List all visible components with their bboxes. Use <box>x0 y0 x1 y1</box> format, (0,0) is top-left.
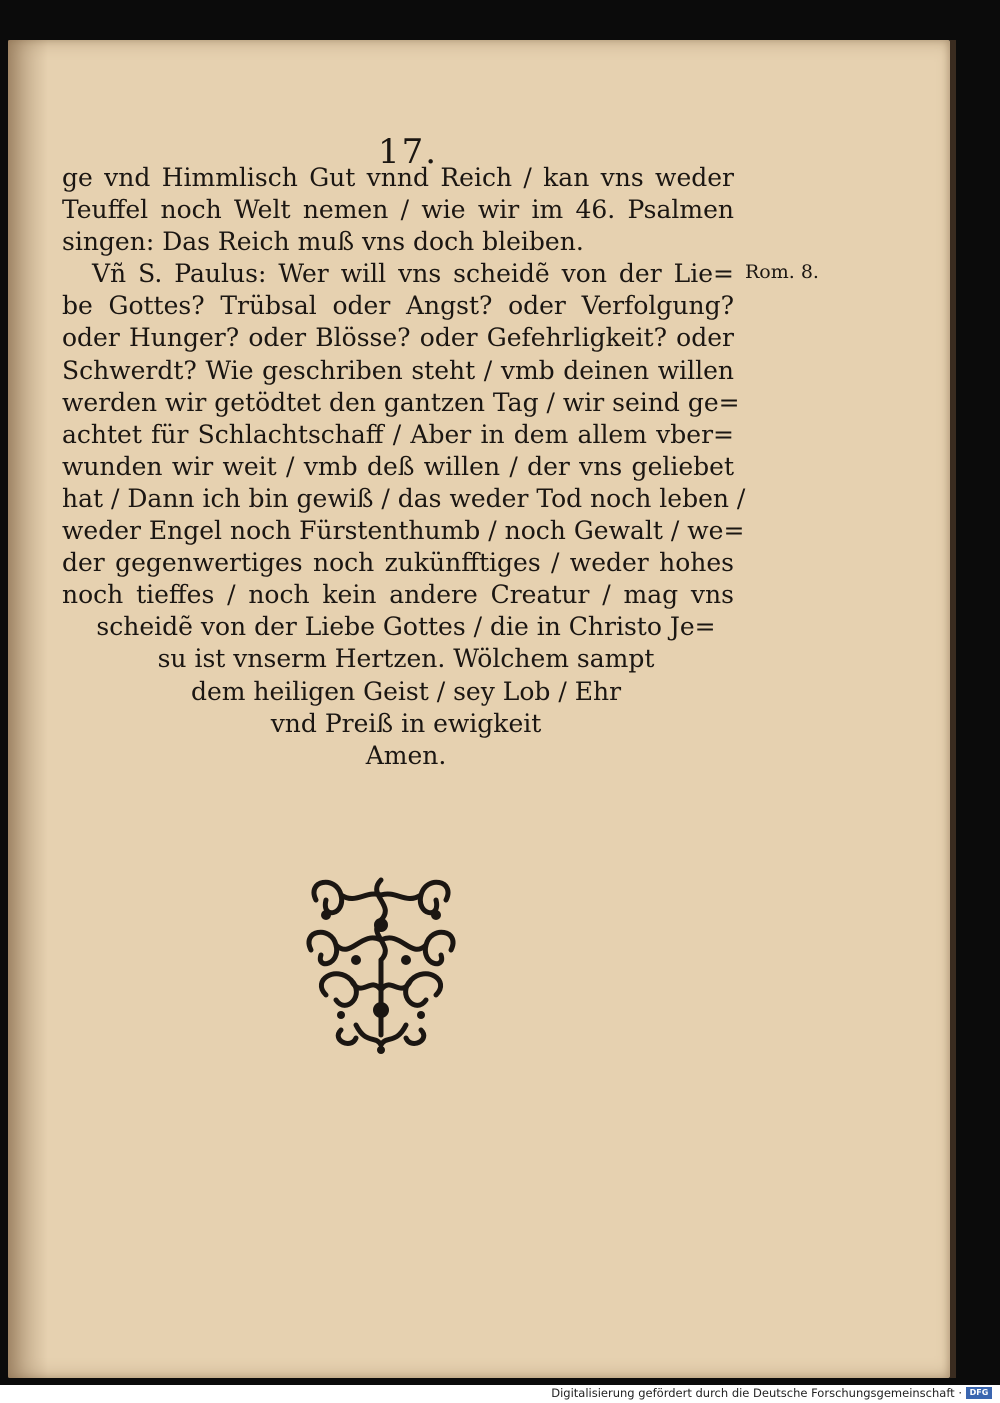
text-line: Teuffel noch Welt nemen / wie wir im 46. Psalmen <box>62 195 734 225</box>
text-line: Vñ S. Paulus: Wer will vns scheidẽ von der Lie= <box>92 259 734 289</box>
page-gutter-shadow <box>8 40 48 1378</box>
text-line: oder Hunger? oder Blösse? oder Gefehrligkeit? oder <box>62 323 734 353</box>
text-line: vnd Preiß in ewigkeit <box>270 708 542 738</box>
page-edge <box>950 40 956 1378</box>
text-line: weder Engel noch Fürstenthumb / noch Gewalt / we= <box>62 516 745 546</box>
text-line: ge vnd Himmlisch Gut vnnd Reich / kan vns weder <box>62 163 734 192</box>
text-line: werden wir getödtet den gantzen Tag / wir seind ge= <box>62 387 740 417</box>
margin-note: Rom. 8. <box>745 261 819 283</box>
page-number: 17. <box>378 132 439 172</box>
body-text <box>62 162 746 772</box>
text-line: be Gottes? Trübsal oder Angst? oder Verfolgung? <box>62 291 734 321</box>
text-line: achtet für Schlachtschaff / Aber in dem allem vber= <box>62 419 734 449</box>
text-line: wunden wir weit / vmb deß willen / der vns geliebet <box>62 451 734 481</box>
floral-ornament-icon <box>296 870 466 1055</box>
text-line: Schwerdt? Wie geschriben steht / vmb deinen willen <box>62 355 734 385</box>
text-line: noch tieffes / noch kein andere Creatur / mag vns <box>62 580 734 610</box>
funding-notice: Digitalisierung gefördert durch die Deutsche Forschungsgemeinschaft · <box>551 1386 962 1400</box>
text-line: Amen. <box>365 740 447 770</box>
text-line: scheidẽ von der Liebe Gottes / die in Christo Je= <box>96 612 716 642</box>
text-line: singen: Das Reich muß vns doch bleiben. <box>62 227 584 257</box>
text-line: dem heiligen Geist / sey Lob / Ehr <box>190 676 622 706</box>
text-line: der gegenwertiges noch zukünfftiges / weder hohes <box>62 548 734 578</box>
dfg-logo: DFG <box>966 1387 992 1399</box>
text-line: hat / Dann ich bin gewiß / das weder Tod noch leben / <box>62 483 746 513</box>
text-line: su ist vnserm Hertzen. Wölchem sampt <box>157 644 655 674</box>
footer-bar <box>0 1385 1000 1403</box>
